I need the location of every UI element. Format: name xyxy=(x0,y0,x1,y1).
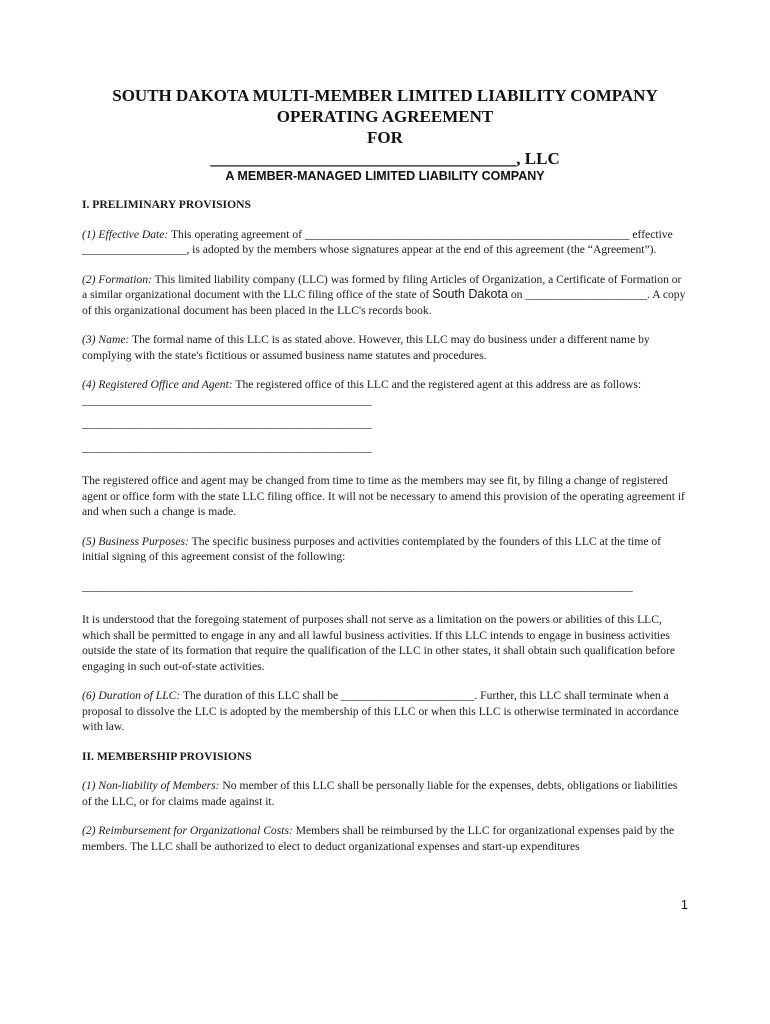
paragraph-office-change: The registered office and agent may be changed from time to time as the members may see fit, by filing a change of registered agent or office form with the state LLC filing office. It will not be necessary to amend this provision of the operating agreement if and when such a change is made. xyxy=(82,474,685,518)
paragraph-lead: (3) Name: xyxy=(82,333,130,346)
registered-address-block xyxy=(82,393,687,456)
paragraph-duration xyxy=(82,688,687,735)
paragraph-lead: (2) Formation: xyxy=(82,272,152,286)
paragraph-text: No member of this LLC shall be personally liable for the expenses, debts, obligations or liabilities of the LLC, or for claims made against it. xyxy=(82,779,678,808)
document-body xyxy=(82,197,687,868)
paragraph-reimbursement xyxy=(82,823,687,854)
paragraph-formation xyxy=(82,272,687,319)
page-number: 1 xyxy=(680,897,688,912)
paragraph-text: The registered office of this LLC and the registered agent at this address are as follows: xyxy=(232,378,642,391)
paragraph-lead: (2) Reimbursement for Organizational Costs: xyxy=(82,824,293,837)
paragraph-lead: (1) Effective Date: xyxy=(82,227,169,241)
paragraph-purpose-limitation: It is understood that the foregoing statement of purposes shall not serve as a limitation on the powers or abilities of this LLC, which shall be permitted to engage in any and all lawful business activities. If this LLC intends to engage in business activities outside the state of its formation that require the qualification of the LLC in other states, it shall obtain such qualification before engaging in such out-of-state activities. xyxy=(82,613,676,673)
paragraph-text: This operating agreement of ________________________________________________________ effective __________________, is adopted by the members whose signatures appear at the end of this agreement (the “Agreement”). xyxy=(82,227,673,256)
section-heading-preliminary: I. PRELIMINARY PROVISIONS xyxy=(82,198,251,211)
document-title-line-1: SOUTH DAKOTA MULTI-MEMBER LIMITED LIABILITY COMPANY xyxy=(112,86,658,105)
address-line: __________________________________________________ xyxy=(82,440,372,454)
paragraph-text: The specific business purposes and activities contemplated by the founders of this LLC at the time of initial signing of this agreement consist of the following: xyxy=(82,534,662,563)
paragraph-effective-date xyxy=(82,227,687,258)
paragraph-lead: (6) Duration of LLC: xyxy=(82,689,181,702)
state-name: South Dakota xyxy=(432,287,508,301)
paragraph-lead: (5) Business Purposes: xyxy=(82,534,189,548)
paragraph-text: Members shall be reimbursed by the LLC for organizational expenses paid by the members. The LLC shall be authorized to elect to deduct organizational expenses and start-up expenditures xyxy=(82,824,675,853)
document-title-line-2: OPERATING AGREEMENT xyxy=(276,107,494,126)
paragraph-text: The formal name of this LLC is as stated above. However, this LLC may do business under a different name by complying with the state's fictitious or assumed business name statutes and procedures. xyxy=(82,333,650,362)
paragraph-name xyxy=(82,332,687,363)
section-heading-membership: II. MEMBERSHIP PROVISIONS xyxy=(82,749,252,763)
paragraph-business-purposes xyxy=(82,534,687,565)
document-subtitle: A MEMBER-MANAGED LIMITED LIABILITY COMPANY xyxy=(225,169,545,183)
llc-name-blank: ____________________________________, LLC xyxy=(210,149,560,168)
paragraph-text: This limited liability company (LLC) was formed by filing Articles of Organization, a Certificate of Formation or a similar organizational document with the LLC filing office of the state of xyxy=(82,272,682,301)
paragraph-non-liability xyxy=(82,778,687,809)
paragraph-text: on _____________________. A copy of this organizational document has been placed in the LLC's records book. xyxy=(82,288,686,317)
paragraph-lead: (1) Non-liability of Members: xyxy=(82,779,220,792)
address-line: __________________________________________________ xyxy=(82,393,372,407)
document-title-line-3: FOR xyxy=(367,128,403,147)
paragraph-lead: (4) Registered Office and Agent: xyxy=(82,378,233,391)
purpose-blank-line: _______________________________________________________________________________________________ xyxy=(82,579,633,593)
address-line: __________________________________________________ xyxy=(82,417,372,430)
paragraph-registered-office xyxy=(82,377,687,393)
paragraph-text: The duration of this LLC shall be _______________________. Further, this LLC shall terminate when a proposal to dissolve the LLC is adopted by the membership of this LLC or when this LLC is otherwise terminated in accordance with law. xyxy=(82,689,679,733)
